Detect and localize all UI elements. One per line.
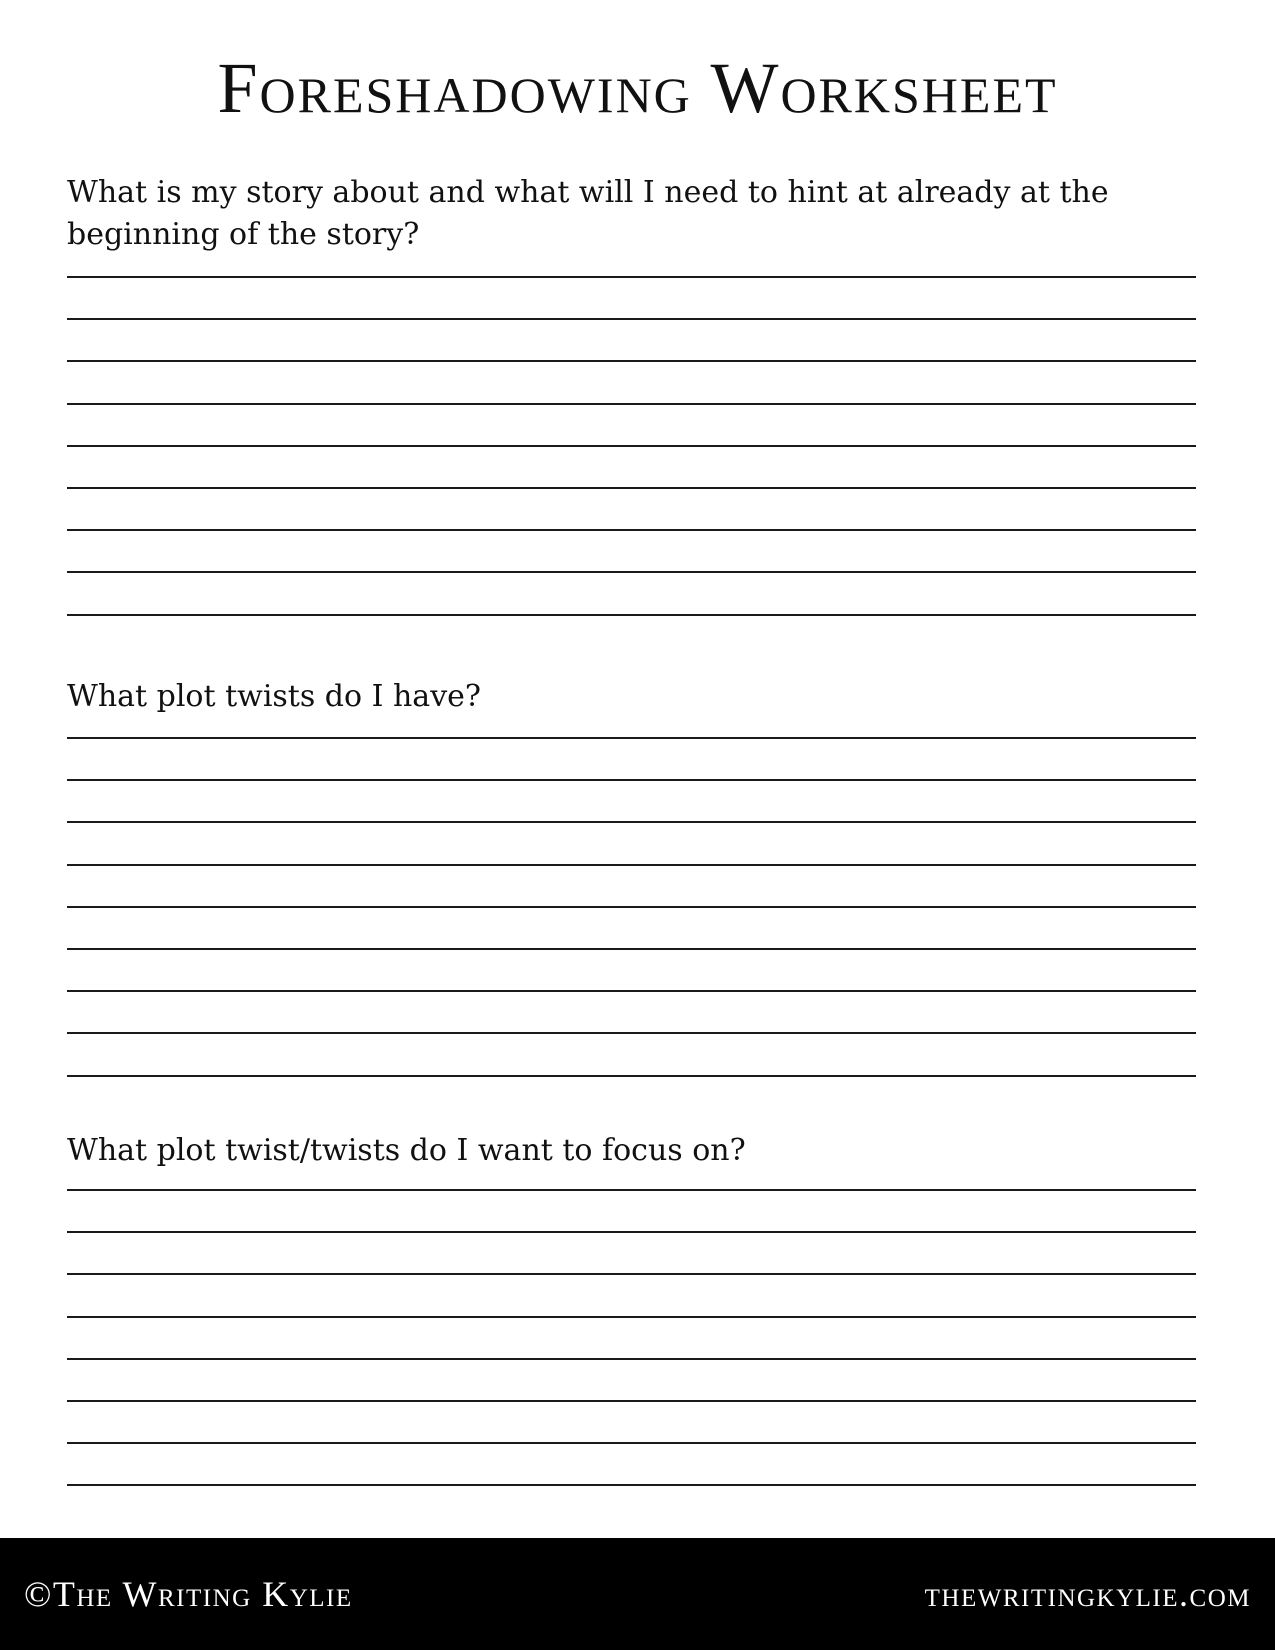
answer-line bbox=[67, 1032, 1196, 1034]
answer-line bbox=[67, 445, 1196, 447]
answer-line bbox=[67, 1358, 1196, 1360]
answer-line bbox=[67, 487, 1196, 489]
answer-line bbox=[67, 1400, 1196, 1402]
answer-lines-2 bbox=[67, 718, 1196, 1079]
answer-line bbox=[67, 821, 1196, 823]
answer-lines-1 bbox=[67, 256, 1196, 618]
question-section-3 bbox=[67, 1130, 1196, 1488]
answer-line bbox=[67, 1484, 1196, 1486]
question-prompt-3: What plot twist/twists do I want to focus on? bbox=[67, 1133, 746, 1168]
answer-line bbox=[67, 1273, 1196, 1275]
answer-line bbox=[67, 864, 1196, 866]
answer-line bbox=[67, 276, 1196, 278]
answer-line bbox=[67, 737, 1196, 739]
copyright-text: ©The Writing Kylie bbox=[24, 1574, 353, 1614]
answer-line bbox=[67, 614, 1196, 616]
answer-line bbox=[67, 1075, 1196, 1077]
answer-line bbox=[67, 403, 1196, 405]
question-prompt-1: What is my story about and what will I need to hint at already at the beginning of the story? bbox=[67, 175, 1109, 252]
answer-line bbox=[67, 948, 1196, 950]
answer-line bbox=[67, 571, 1196, 573]
answer-line bbox=[67, 1231, 1196, 1233]
answer-line bbox=[67, 1442, 1196, 1444]
question-section-1 bbox=[67, 172, 1196, 618]
question-section-2 bbox=[67, 676, 1196, 1079]
question-prompt-2: What plot twists do I have? bbox=[67, 679, 481, 714]
answer-line bbox=[67, 318, 1196, 320]
answer-line bbox=[67, 779, 1196, 781]
answer-line bbox=[67, 1189, 1196, 1191]
answer-line bbox=[67, 529, 1196, 531]
answer-line bbox=[67, 906, 1196, 908]
answer-line bbox=[67, 1316, 1196, 1318]
answer-line bbox=[67, 990, 1196, 992]
answer-lines-3 bbox=[67, 1172, 1196, 1488]
website-url: thewritingkylie.com bbox=[924, 1574, 1251, 1614]
page-title: Foreshadowing Worksheet bbox=[217, 48, 1058, 128]
footer-bar bbox=[0, 1538, 1275, 1650]
answer-line bbox=[67, 360, 1196, 362]
